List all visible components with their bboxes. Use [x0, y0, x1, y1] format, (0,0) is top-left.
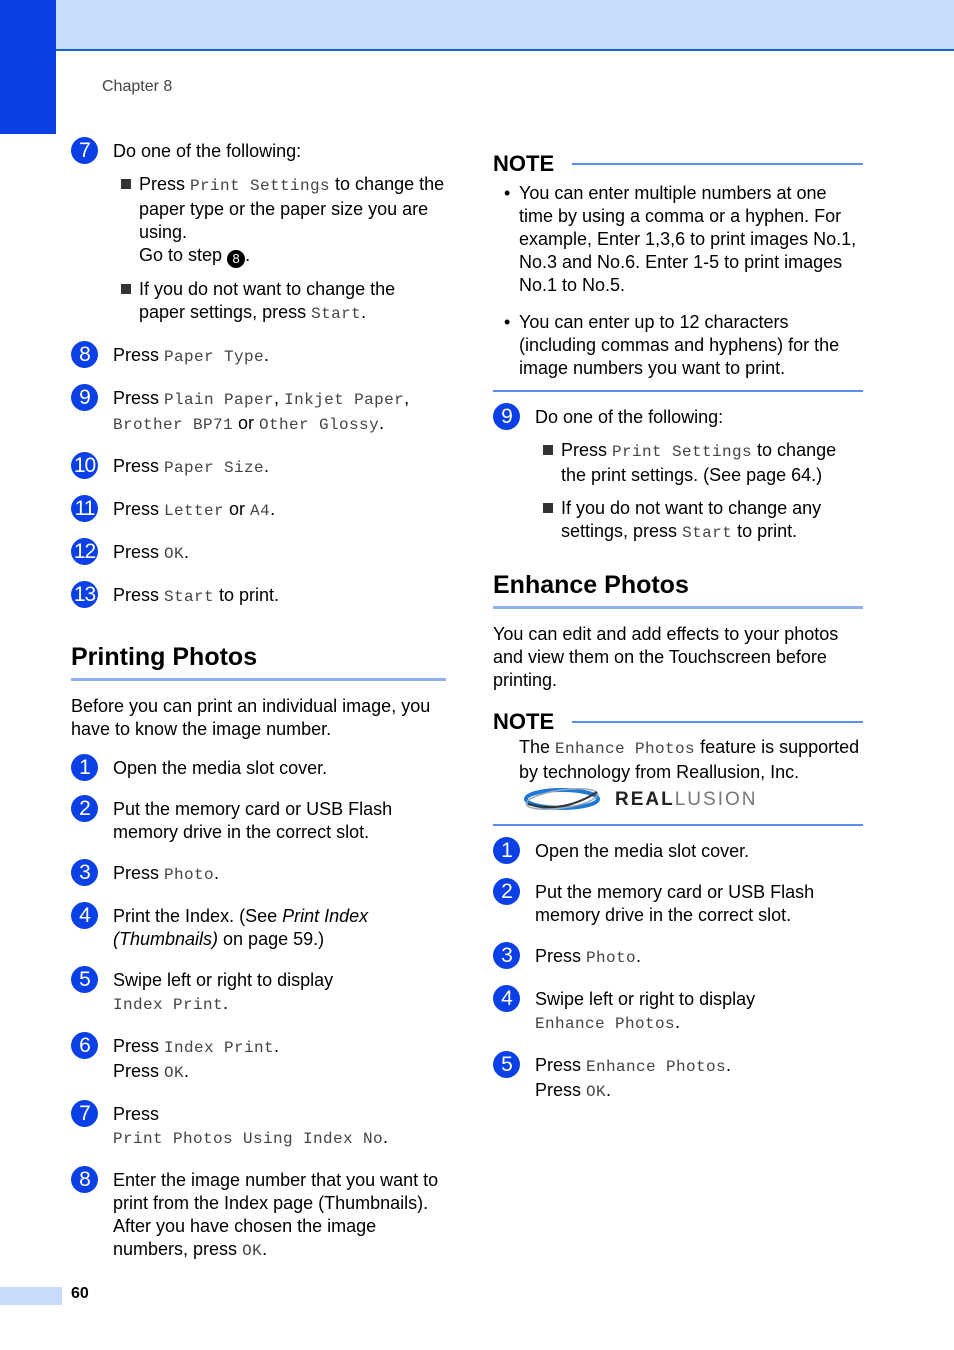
- step-9-top: 9 Press Plain Paper, Inkjet Paper, Brother BP71 or Other Glossy.: [71, 387, 446, 437]
- note-body: The Enhance Photos feature is supported by technology from Reallusion, Inc. REALLUSION: [493, 736, 863, 814]
- step-number: 2: [493, 878, 520, 905]
- step-2: 2 Put the memory card or USB Flash memory drive in the correct slot.: [71, 798, 446, 844]
- step-number: 8: [71, 341, 98, 368]
- sub-option-1: Press Print Settings to change the paper type or the paper size you are using. Go to step 8 .: [113, 173, 446, 268]
- reallusion-swoosh-icon: [523, 784, 601, 814]
- menu-label: Paper Type: [164, 348, 265, 366]
- menu-label: Paper Size: [164, 459, 265, 477]
- step-5: 5 Swipe left or right to display Index Print.: [71, 969, 446, 1017]
- menu-label: Index Print: [164, 1039, 275, 1057]
- step-13-top: 13 Press Start to print.: [71, 584, 446, 609]
- menu-label: Enhance Photos: [586, 1058, 727, 1076]
- header-band: [0, 0, 954, 51]
- step-1: 1 Open the media slot cover.: [493, 840, 863, 863]
- section-title-enhance-photos: Enhance Photos: [493, 571, 863, 609]
- step-2: 2 Put the memory card or USB Flash memory drive in the correct slot.: [493, 881, 863, 927]
- note-body: [493, 182, 863, 380]
- section-title-printing-photos: Printing Photos: [71, 643, 446, 681]
- step-4: 4 Print the Index. (See Print Index (Thumbnails) on page 59.): [71, 905, 446, 951]
- step-number: 7: [71, 1100, 98, 1127]
- step-number: 8: [71, 1166, 98, 1193]
- step-7-top: 7 Do one of the following: Press Print Settings to change the paper type or the paper size you are using. Go to step 8 . If you do not want to change the paper settings, press Start.: [71, 140, 446, 326]
- step-number: 4: [493, 985, 520, 1012]
- step-7: 7 Press Print Photos Using Index No.: [71, 1103, 446, 1151]
- step-4: 4 Swipe left or right to display Enhance Photos.: [493, 988, 863, 1036]
- step-number: 4: [71, 902, 98, 929]
- bullet-square-icon: [121, 179, 131, 189]
- note-bullet: • You can enter up to 12 characters (including commas and hyphens) for the image numbers you want to print.: [504, 312, 840, 378]
- menu-label: Index Print: [113, 996, 224, 1014]
- step-number: 10: [71, 452, 98, 479]
- step-number: 11: [71, 495, 98, 522]
- step-6: 6 Press Index Print. Press OK.: [71, 1035, 446, 1085]
- step-number: 1: [71, 754, 98, 781]
- menu-label: Plain Paper: [164, 391, 275, 409]
- sub-option-1: Press Print Settings to change the print settings. (See page 64.): [535, 439, 863, 487]
- chapter-label: Chapter 8: [102, 78, 173, 95]
- step-3: 3 Press Photo.: [71, 862, 446, 887]
- bullet-dot-icon: •: [504, 183, 511, 203]
- note-heading: NOTE: [493, 708, 863, 736]
- menu-label: Start: [164, 588, 215, 606]
- step-number: 9: [71, 384, 98, 411]
- step-9: 9 Do one of the following: Press Print Settings to change the print settings. (See page 64.) If you do not want to change any settings, press Start to print.: [493, 406, 863, 545]
- step-12-top: 12 Press OK.: [71, 541, 446, 566]
- menu-label: Start: [311, 305, 362, 323]
- menu-label: Start: [682, 524, 733, 542]
- menu-label: Inkjet Paper: [284, 391, 405, 409]
- step-8: 8 Enter the image number that you want to print from the Index page (Thumbnails). After you have chosen the image numbers, press OK.: [71, 1169, 446, 1263]
- step-number: 5: [71, 966, 98, 993]
- step-number: 3: [71, 859, 98, 886]
- section-intro: Before you can print an individual image, you have to know the image number.: [71, 696, 431, 739]
- menu-label: OK: [586, 1083, 607, 1101]
- note-rule: [572, 163, 863, 165]
- cross-reference: Print Index (Thumbnails): [113, 906, 369, 949]
- step-ref-icon: 8: [227, 250, 245, 268]
- step-5: 5 Press Enhance Photos. Press OK.: [493, 1054, 863, 1104]
- step-10-top: 10 Press Paper Size.: [71, 455, 446, 480]
- step-number: 7: [71, 137, 98, 164]
- menu-label: Photo: [164, 866, 215, 884]
- chapter-tab: [0, 0, 56, 134]
- menu-label: Print Settings: [612, 443, 753, 461]
- menu-label: Letter: [164, 502, 225, 520]
- step-number: 2: [71, 795, 98, 822]
- bullet-square-icon: [121, 284, 131, 294]
- step-number: 3: [493, 942, 520, 969]
- menu-label: A4: [250, 502, 271, 520]
- menu-label: OK: [164, 1064, 185, 1082]
- note-end-rule: [493, 390, 863, 392]
- step-8-top: 8 Press Paper Type.: [71, 344, 446, 369]
- section-intro: You can edit and add effects to your photos and view them on the Touchscreen before printing.: [493, 624, 839, 690]
- menu-label: Enhance Photos: [535, 1015, 676, 1033]
- bullet-square-icon: [543, 445, 553, 455]
- left-column: [71, 140, 446, 1281]
- step-number: 5: [493, 1051, 520, 1078]
- bullet-dot-icon: •: [504, 312, 511, 332]
- menu-label: OK: [164, 545, 185, 563]
- step-11-top: 11 Press Letter or A4.: [71, 498, 446, 523]
- sub-option-2: If you do not want to change any settings, press Start to print.: [535, 497, 863, 545]
- step-number: 9: [493, 403, 520, 430]
- step-3: 3 Press Photo.: [493, 945, 863, 970]
- step-number: 12: [71, 538, 98, 565]
- note-heading: NOTE: [493, 150, 863, 178]
- page-number: 60: [71, 1285, 89, 1302]
- sub-option-2: If you do not want to change the paper settings, press Start.: [113, 278, 446, 326]
- menu-label: Brother BP71: [113, 416, 234, 434]
- menu-label: Enhance Photos: [555, 740, 696, 758]
- note-rule: [572, 721, 863, 723]
- footer-band: [0, 1287, 62, 1305]
- note-end-rule: [493, 824, 863, 826]
- menu-label: Print Photos Using Index No: [113, 1130, 384, 1148]
- note-bullet: • You can enter multiple numbers at one time by using a comma or a hyphen. For example, Enter 1,3,6 to print images No.1, No.3 and No.6. Enter 1-5 to print images No.1 to No.5.: [504, 183, 857, 295]
- menu-label: Photo: [586, 949, 637, 967]
- step-number: 13: [71, 581, 98, 608]
- menu-label: Print Settings: [190, 177, 331, 195]
- step-number: 1: [493, 837, 520, 864]
- step-number: 6: [71, 1032, 98, 1059]
- menu-label: OK: [242, 1242, 263, 1260]
- step-1: 1 Open the media slot cover.: [71, 757, 446, 780]
- menu-label: Other Glossy: [259, 416, 380, 434]
- bullet-square-icon: [543, 503, 553, 513]
- right-column: [493, 150, 863, 1122]
- reallusion-logo: REALLUSION: [523, 784, 757, 814]
